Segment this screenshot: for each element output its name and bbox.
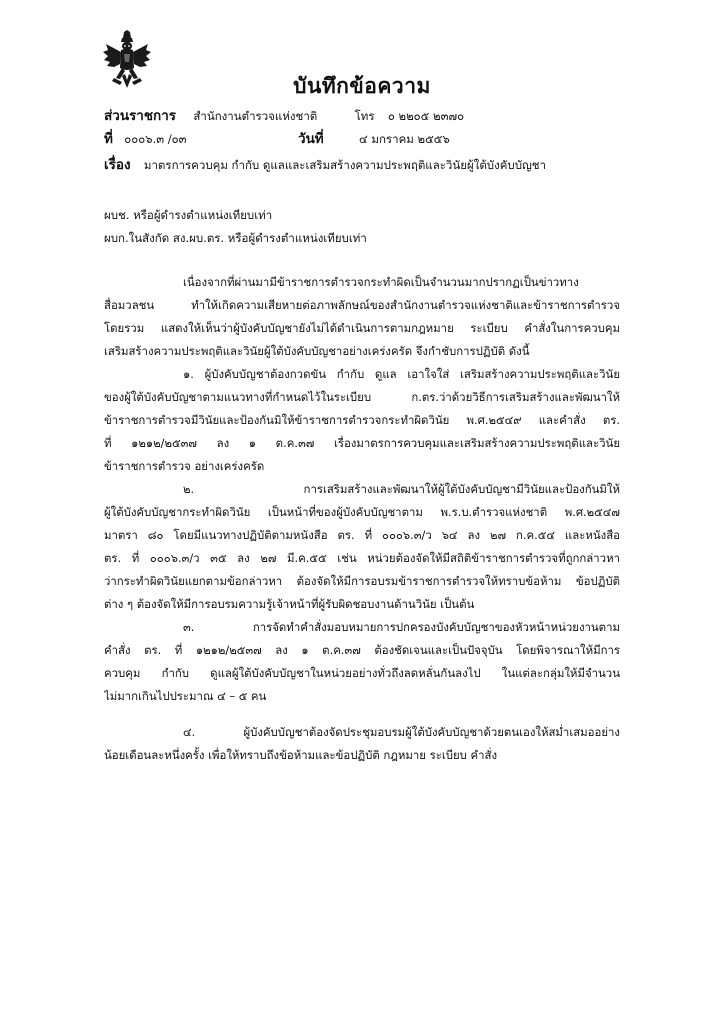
reference-value: ๐๐๐๖.๓ /๐๓ <box>124 132 187 146</box>
recipient-line: ผบก.ในสังกัด สง.ผบ.ตร. หรือผู้ดำรงตำแหน่งเทียบเท่า <box>104 231 367 245</box>
date-label: วันที่ <box>298 131 324 147</box>
body-line: ผู้ใต้บังคับบัญชากระทำผิดวินัย เป็นหน้าที่ของผู้บังคับบัญชาตาม พ.ร.บ.ตำรวจแห่งชาติ พ.ศ.๒๕๔๗ <box>104 505 620 519</box>
reference-row <box>104 131 187 147</box>
department-row <box>104 108 464 124</box>
subject-value: มาตรการควบคุม กำกับ ดูแลและเสริมสร้างความประพฤติและวินัยผู้ใต้บังคับบัญชา <box>143 158 547 172</box>
body-line: ๒. การเสริมสร้างและพัฒนาให้ผู้ใต้บังคับบัญชามีวินัยและป้องกันมิให้ <box>183 482 620 496</box>
body-line: เสริมสร้างความประพฤติและวินัยผู้ใต้บังคับบัญชาอย่างเคร่งครัด จึงกำชับการปฏิบัติ ดังนี้ <box>104 344 530 358</box>
department-label: ส่วนราชการ <box>104 108 177 124</box>
body-line: เนื่องจากที่ผ่านมามีข้าราชการตำรวจกระทำผิดเป็นจำนวนมากปรากฏเป็นข่าวทาง <box>183 275 579 289</box>
body-line: ควบคุม กำกับ ดูแลผู้ใต้บังคับบัญชาในหน่วยอย่างทั่วถึงลดหลั่นกันลงไป ในแต่ละกลุ่มให้มีจำนวน <box>104 666 620 680</box>
body-line: ของผู้ใต้บังคับบัญชาตามแนวทางที่กำหนดไว้ในระเบียบ ก.ตร.ว่าด้วยวิธีการเสริมสร้างและพัฒนาให้ <box>104 390 620 404</box>
body-line: มาตรา ๘๐ โดยมีแนวทางปฏิบัติตามหนังสือ ตร. ที่ ๐๐๐๖.๓/ว ๖๔ ลง ๒๗ ก.ค.๕๔ และหนังสือ <box>104 528 620 542</box>
body-line: ๔. ผู้บังคับบัญชาต้องจัดประชุมอบรมผู้ใต้บังคับบัญชาด้วยตนเองให้สม่ำเสมออย่าง <box>183 725 620 739</box>
date-row <box>298 131 450 147</box>
body-line: คำสั่ง ตร. ที่ ๑๒๑๒/๒๕๓๗ ลง ๑ ต.ค.๓๗ ต้องชัดเจนและเป็นปัจจุบัน โดยพิจารณาให้มีการ <box>104 643 620 657</box>
body-line: สื่อมวลชน ทำให้เกิดความเสียหายต่อภาพลักษณ์ของสำนักงานตำรวจแห่งชาติและข้าราชการตำรวจ <box>104 298 620 312</box>
body-line: ไม่มากเกินไปประมาณ ๔ – ๕ คน <box>104 689 267 703</box>
body-line: ๑. ผู้บังคับบัญชาต้องกวดขัน กำกับ ดูแล เอาใจใส่ เสริมสร้างความประพฤติและวินัย <box>183 367 620 381</box>
body-line: ข้าราชการตำรวจ อย่างเคร่งครัด <box>104 459 265 473</box>
body-line: น้อยเดือนละหนึ่งครั้ง เพื่อให้ทราบถึงข้อห้ามและข้อปฏิบัติ กฎหมาย ระเบียบ คำสั่ง <box>104 748 498 762</box>
body-line: โดยรวม แสดงให้เห็นว่าผู้บังคับบัญชายังไม่ได้ดำเนินการตามกฎหมาย ระเบียบ คำสั่งในการควบคุม <box>104 321 620 335</box>
body-line: ว่ากระทำผิดวินัยแยกตามข้อกล่าวหา ต้องจัดให้มีการอบรมข้าราชการตำรวจให้ทราบข้อห้าม ข้อปฏิบัติ <box>104 574 620 588</box>
reference-label: ที่ <box>104 131 113 147</box>
subject-label: เรื่อง <box>104 157 131 173</box>
memo-title: บันทึกข้อความ <box>293 74 431 98</box>
body-line: ต่าง ๆ ต้องจัดให้มีการอบรมความรู้เจ้าหน้าที่ผู้รับผิดชอบงานด้านวินัย เป็นต้น <box>104 597 475 611</box>
body-line: ข้าราชการตำรวจมีวินัยและป้องกันมิให้ข้าราชการตำรวจกระทำผิดวินัย พ.ศ.๒๕๔๙ และคำสั่ง ตร. <box>104 413 620 427</box>
body-line: ๓. การจัดทำคำสั่งมอบหมายการปกครองบังคับบัญชาของหัวหน้าหน่วยงานตาม <box>183 620 620 634</box>
date-value: ๔ มกราคม ๒๕๕๖ <box>359 132 450 146</box>
phone-label: โทร <box>354 109 375 123</box>
body-line: ตร. ที่ ๐๐๐๖.๓/ว ๓๕ ลง ๒๗ มี.ค.๕๕ เช่น หน่วยต้องจัดให้มีสถิติข้าราชการตำรวจที่ถูกกล่าวหา <box>104 551 620 565</box>
subject-row <box>104 157 546 173</box>
body-line: ที่ ๑๒๑๒/๒๕๓๗ ลง ๑ ต.ค.๓๗ เรื่องมาตรการควบคุมและเสริมสร้างความประพฤติและวินัย <box>104 436 620 450</box>
department-value: สำนักงานตำรวจแห่งชาติ <box>193 109 318 123</box>
recipient-line: ผบช. หรือผู้ดำรงตำแหน่งเทียบเท่า <box>104 208 273 222</box>
phone-value: ๐ ๒๒๐๕ ๒๓๗๐ <box>387 109 465 123</box>
